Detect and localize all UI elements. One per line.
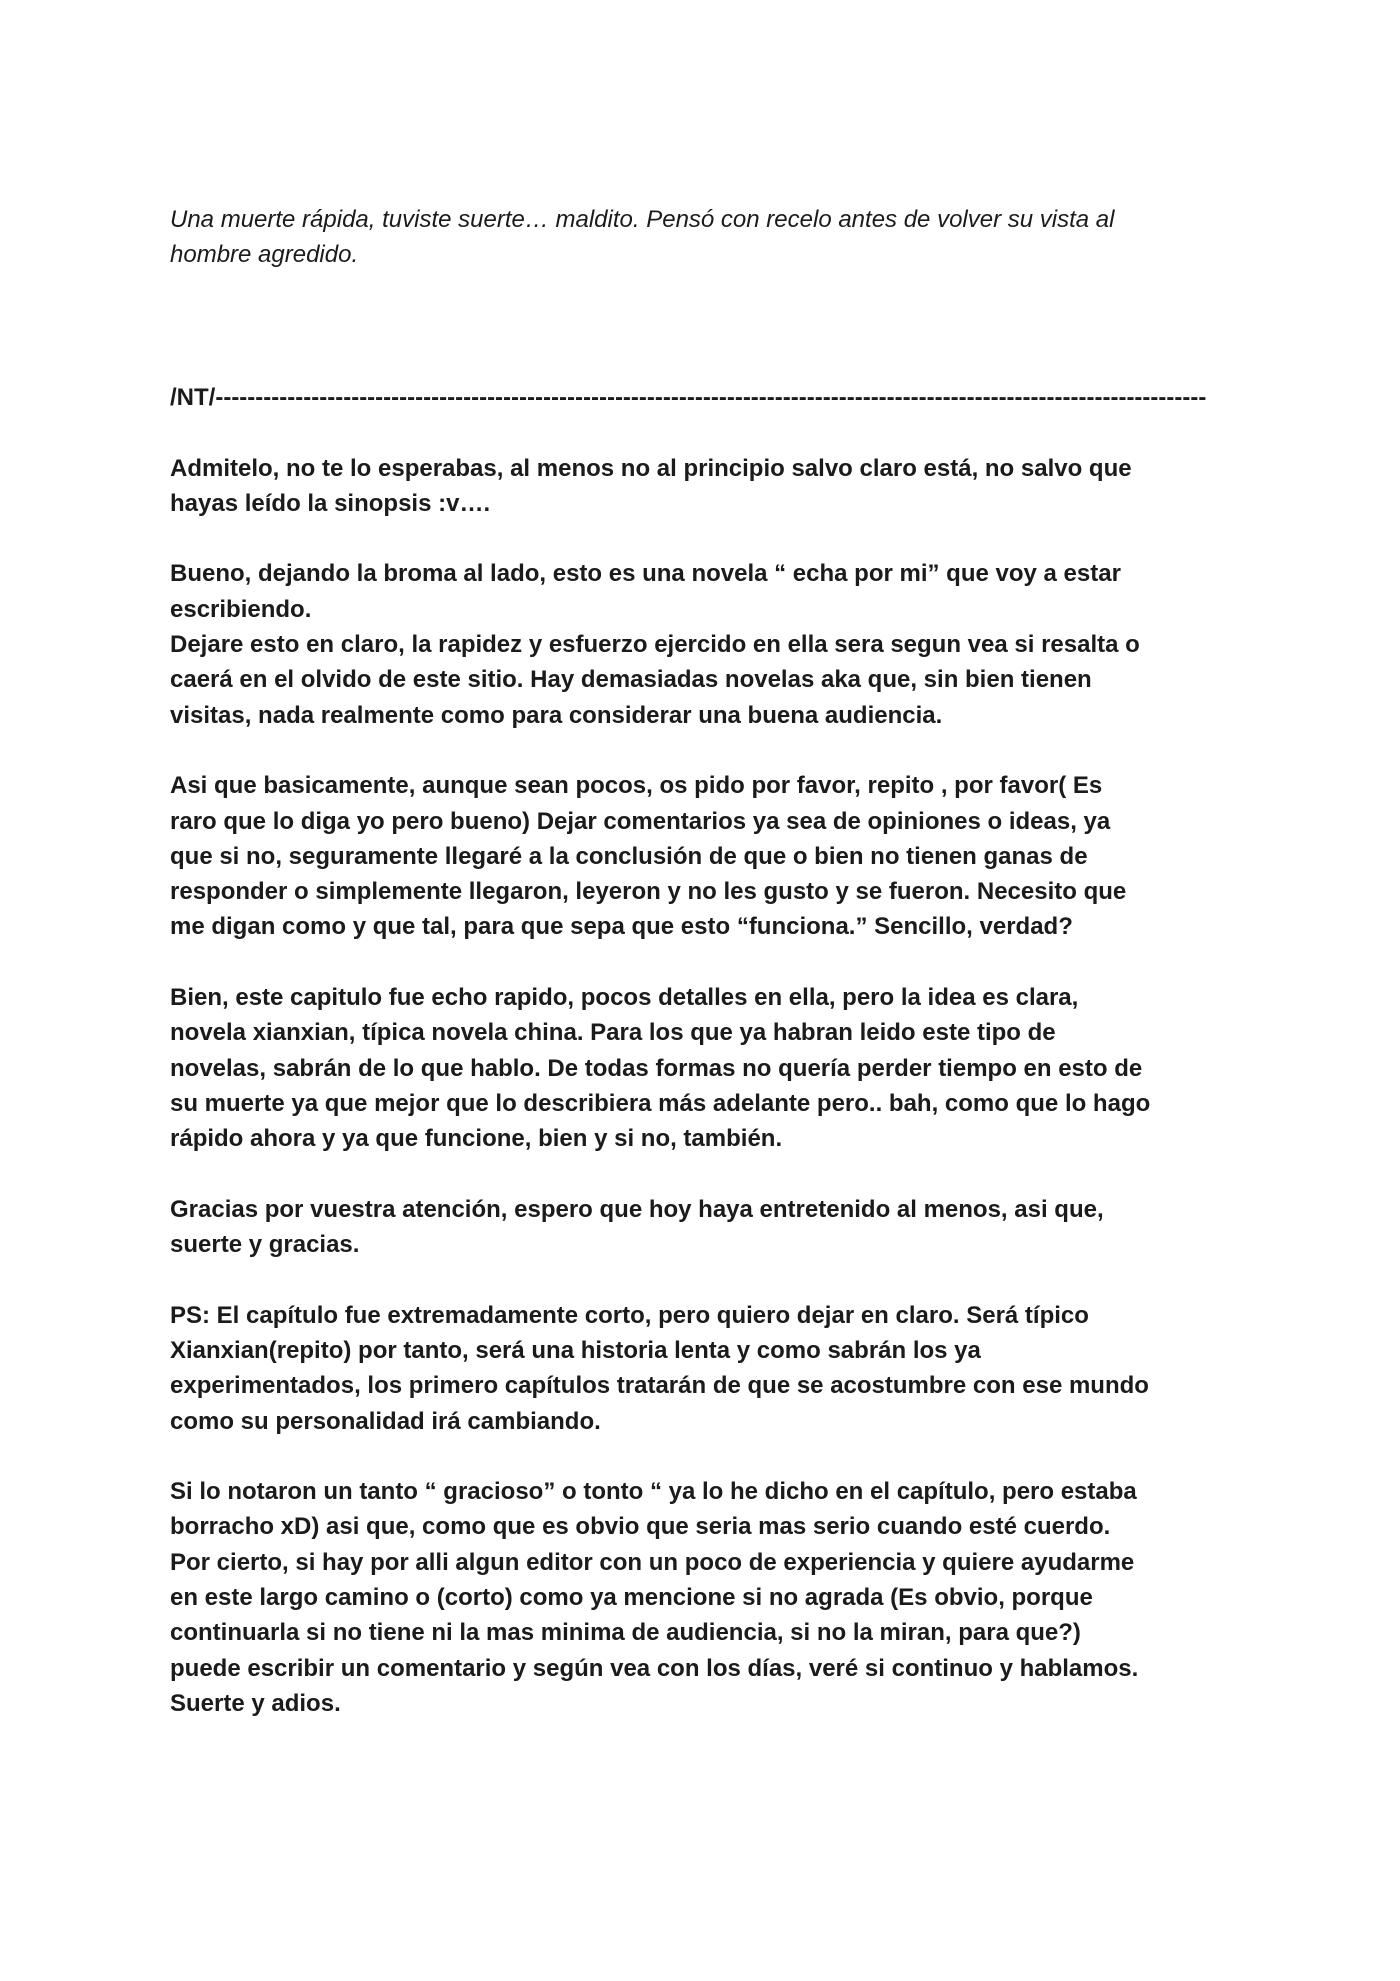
paragraph-line: Xianxian(repito) por tanto, será una historia lenta y como sabrán los ya xyxy=(170,1337,981,1364)
paragraph-line: Suerte y adios. xyxy=(170,1689,341,1717)
paragraph-line: como su personalidad irá cambiando. xyxy=(170,1407,601,1435)
paragraph-line: PS: El capítulo fue extremadamente corto, pero quiero dejar en claro. Será típico xyxy=(170,1301,1089,1329)
paragraph xyxy=(170,1192,1310,1263)
paragraph-line: suerte y gracias. xyxy=(170,1231,360,1259)
paragraph-line: hombre agredido. xyxy=(170,241,359,269)
italic-paragraph xyxy=(170,202,1310,273)
paragraph-line: Asi que basicamente, aunque sean pocos, os pido por favor, repito , por favor( Es xyxy=(170,772,1103,800)
paragraph-line: Por cierto, si hay por alli algun editor con un poco de experiencia y quiere ayudarme xyxy=(170,1548,1135,1576)
paragraph-line: responder o simplemente llegaron, leyeron y no les gusto y se fueron. Necesito que xyxy=(170,878,1127,906)
paragraph xyxy=(170,1298,1310,1439)
paragraph-line: me digan como y que tal, para que sepa que esto “funciona.” Sencillo, verdad? xyxy=(170,913,1073,941)
paragraph-line: Admitelo, no te lo esperabas, al menos no al principio salvo claro está, no salvo que xyxy=(170,454,1132,482)
paragraph xyxy=(170,768,1310,944)
paragraph-line: continuarla si no tiene ni la mas minima de audiencia, si no la miran, para que?) xyxy=(170,1619,1081,1647)
paragraph-line: novelas, sabrán de lo que hablo. De todas formas no quería perder tiempo en esto de xyxy=(170,1054,1143,1082)
paragraph-line: hayas leído la sinopsis :v…. xyxy=(170,489,491,517)
paragraph-line: raro que lo diga yo pero bueno) Dejar comentarios ya sea de opiniones o ideas, ya xyxy=(170,807,1111,835)
document-page xyxy=(170,202,1310,1757)
paragraph-line: visitas, nada realmente como para considerar una buena audiencia. xyxy=(170,701,943,729)
paragraph xyxy=(170,556,1310,732)
paragraph-line: Bien, este capitulo fue echo rapido, pocos detalles en ella, pero la idea es clara, xyxy=(170,984,1079,1012)
paragraph-line: novela xianxian, típica novela china. Para los que ya habran leido este tipo de xyxy=(170,1019,1056,1047)
paragraph-line: experimentados, los primero capítulos tratarán de que se acostumbre con ese mundo xyxy=(170,1372,1149,1400)
paragraph-line: Si lo notaron un tanto “ gracioso” o tonto “ ya lo he dicho en el capítulo, pero estaba xyxy=(170,1478,1137,1506)
paragraph-line: su muerte ya que mejor que lo describiera más adelante pero.. bah, como que lo hago xyxy=(170,1089,1151,1117)
paragraph-line: Dejare esto en claro, la rapidez y esfuerzo ejercido en ella sera segun vea si resalta o xyxy=(170,631,1140,659)
paragraph xyxy=(170,451,1310,522)
nt-separator xyxy=(170,380,1310,415)
paragraph xyxy=(170,1474,1310,1721)
paragraph xyxy=(170,980,1310,1156)
paragraph-line: en este largo camino o (corto) como ya mencione si no agrada (Es obvio, porque xyxy=(170,1584,1093,1612)
paragraph-line: Una muerte rápida, tuviste suerte… maldito. Pensó con recelo antes de volver su vista al xyxy=(170,206,1115,233)
nt-marker: /NT/---------------------------------------------------------------------------------------------------------------------------- xyxy=(170,383,1207,411)
paragraph-line: Gracias por vuestra atención, espero que hoy haya entretenido al menos, asi que, xyxy=(170,1195,1104,1223)
paragraph-line: Bueno, dejando la broma al lado, esto es una novela “ echa por mi” que voy a estar xyxy=(170,560,1121,588)
paragraph-line: rápido ahora y ya que funcione, bien y si no, también. xyxy=(170,1125,783,1153)
paragraph-line: borracho xD) asi que, como que es obvio que seria mas serio cuando esté cuerdo. xyxy=(170,1513,1111,1541)
paragraph-line: caerá en el olvido de este sitio. Hay demasiadas novelas aka que, sin bien tienen xyxy=(170,666,1092,694)
paragraph-line: puede escribir un comentario y según vea con los días, veré si continuo y hablamos. xyxy=(170,1654,1139,1682)
paragraph-line: que si no, seguramente llegaré a la conclusión de que o bien no tienen ganas de xyxy=(170,842,1088,870)
paragraph-line: escribiendo. xyxy=(170,595,312,623)
